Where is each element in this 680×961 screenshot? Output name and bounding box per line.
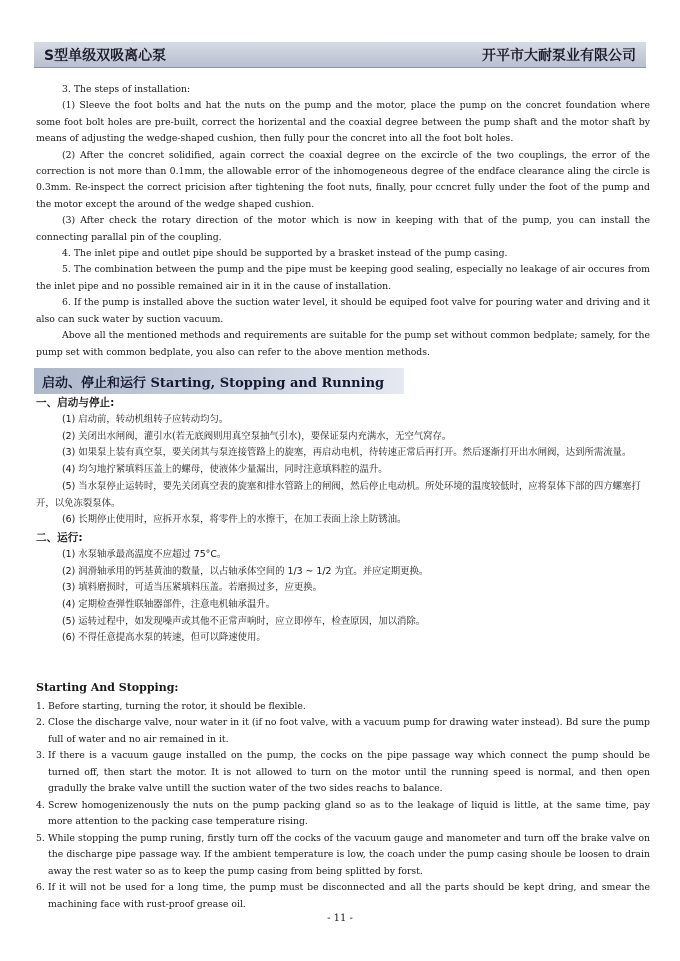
installation-paragraph: (3) After check the rotary direction of the motor which is now in keeping with that of the pump, you can install the connecting parallal pin of the coupling. [36, 215, 650, 243]
page-number: - 11 - [327, 913, 353, 924]
list-item [36, 798, 650, 831]
chinese-instructions [36, 394, 650, 647]
installation-paragraph: 6. If the pump is installed above the suction water level, it should be equiped foot valve for pouring water and driving and it also can suck water by suction vacuum. [36, 297, 650, 325]
english-list [36, 699, 650, 914]
cn-list-item: (6) 长期停止使用时，应拆开水泵，将零件上的水擦干，在加工表面上涂上防锈油。 [62, 514, 407, 526]
english-instructions [36, 680, 650, 913]
item-text: Screw homogenizenously the nuts on the pump packing gland so as to the leakage of liquid is little, at the same time, pay more attention to the packing case temperature rising. [48, 799, 650, 827]
section-title-bar [34, 368, 404, 394]
item-number: 4. [36, 799, 45, 811]
english-heading: Starting And Stopping: [36, 681, 179, 694]
item-number: 2. [36, 717, 45, 728]
list-item [36, 699, 650, 716]
cn-list-item: (5) 运转过程中，如发现噪声或其他不正常声响时，应立即停车，检查原因，加以消除。 [62, 615, 426, 627]
item-text: While stopping the pump runing, firstly turn off the cocks of the vacuum gauge and manometer and turn off the brake valve on the discharge pipe passage way. If the ambient temperature is low, the coach under the pump casing shoule be loosen to drain away the rest water so as to keep the pump casing from being splitted by forst. [48, 832, 650, 877]
cn-list-item: (6) 不得任意提高水泵的转速，但可以降速使用。 [62, 632, 266, 644]
installation-paragraph: (2) After the concret solidified, again correct the coaxial degree on the excircle of the two couplings, the error of the correction is not more than 0.1mm, the allowable error of the inhomogeneous degree of the endface clearance aling the circle is 0.3mm. Re-inspect the correct pricision after tightening the foot nuts, finally, pour ccncret fully under the foot of the pump and the motor except the around of the wedge shaped cushion. [36, 149, 650, 210]
installation-steps [36, 82, 650, 361]
item-number: 3. [36, 750, 45, 761]
list-item [36, 715, 650, 748]
cn-list-item: (3) 填料磨损时，可适当压紧填料压盖。若磨损过多，应更换。 [62, 582, 323, 594]
product-title: S型单级双吸离心泵 [44, 47, 167, 64]
list-item [36, 831, 650, 881]
page-header [34, 42, 646, 68]
installation-paragraph: (1) Sleeve the foot bolts and hat the nuts on the pump and the motor, place the pump on the concret foundation where some foot bolt holes are pre-built, correct the horizental and the coaxial degree between the pump shaft and the motor shaft by means of adjusting the wedge-shaped cushion, then fully pour the concret into all the foot bolt holes. [36, 100, 650, 145]
item-text: If there is a vacuum gauge installed on the pump, the cocks on the pipe passage way which connect the pump should be turned off, then start the motor. It is not allowed to turn on the motor until the running speed is normal, and then open gradully the brake valve untill the suction water of the two sides reachs to balance. [48, 750, 650, 794]
installation-paragraph: Above all the mentioned methods and requirements are suitable for the pump set without common bedplate; samely, for the pump set with common bedplate, you also can refer to the above mention methods. [36, 330, 650, 358]
cn-list-item: (3) 如果泵上装有真空泵，要关闭其与泵连接管路上的旋塞，再启动电机，待转速正常后再打开。然后逐渐打开出水闸阀，达到所需流量。 [62, 447, 632, 459]
item-number: 5. [36, 832, 45, 844]
installation-paragraph: 4. The inlet pipe and outlet pipe should be supported by a brasket instead of the pump casing. [62, 248, 508, 260]
cn-list-item: (2) 关闭出水闸阀，灌引水(若无底阀则用真空泵抽气引水)，要保证泵内充满水，无空气窝存。 [62, 430, 452, 442]
section-title: 启动、停止和运行 Starting, Stopping and Running [42, 375, 385, 391]
running-heading: 二、运行: [36, 531, 83, 544]
company-name: 开平市大耐泵业有限公司 [482, 47, 636, 64]
item-text: Before starting, turning the rotor, it should be flexible. [48, 700, 306, 712]
cn-list-item: (1) 水泵轴承最高温度不应超过 75°C。 [62, 548, 227, 560]
item-number: 1. [36, 700, 45, 712]
cn-list-item: (1) 启动前，转动机组转子应转动均匀。 [62, 414, 229, 425]
cn-list-item: (4) 均匀地拧紧填料压盖上的螺母，使液体少量漏出，同时注意填料腔的温升。 [62, 464, 388, 476]
cn-list-item: (4) 定期检查弹性联轴器部件，注意电机轴承温升。 [62, 599, 276, 611]
start-stop-heading: 一、启动与停止: [36, 397, 115, 409]
item-text: If it will not be used for a long time, the pump must be disconnected and all the parts should be kept dring, and smear the machining face with rust-proof grease oil. [48, 882, 650, 910]
installation-paragraph: 5. The combination between the pump and the pipe must be keeping good sealing, especially no leakage of air occures from the inlet pipe and no possible remained air in it in the cause of installation. [36, 264, 650, 292]
cn-list-item: (5) 当水泵停止运转时，要先关闭真空表的旋塞和排水管路上的闸阀，然后停止电动机。所处环境的温度较低时，应将泵体下部的四方螺塞打开，以免冻裂泵体。 [36, 480, 641, 509]
list-item [36, 880, 650, 913]
list-item [36, 748, 650, 798]
item-number: 6. [36, 882, 45, 893]
installation-intro: 3. The steps of installation: [62, 84, 191, 95]
item-text: Close the discharge valve, nour water in it (if no foot valve, with a vacuum pump for drawing water instead). Bd sure the pump full of water and no air remained in it. [48, 717, 650, 745]
cn-list-item: (2) 润滑轴承用的钙基黄油的数量，以占轴承体空间的 1/3 ~ 1/2 为宜。并应定期更换。 [62, 565, 429, 577]
